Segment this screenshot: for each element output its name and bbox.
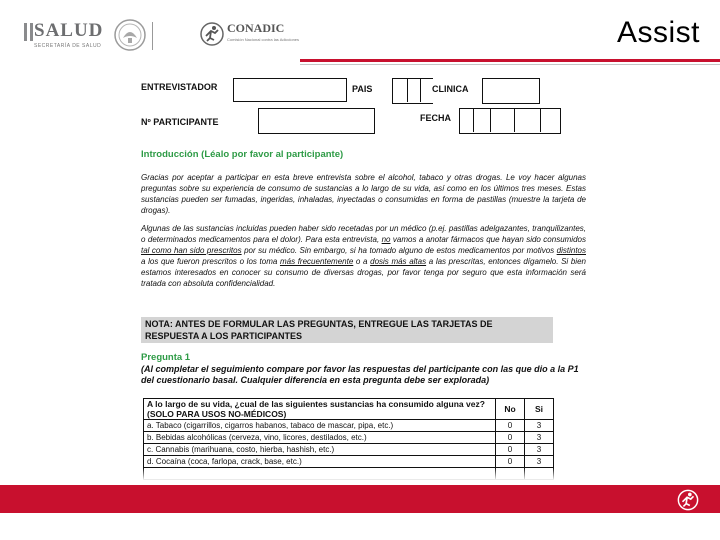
header-divider [152, 22, 153, 50]
substance-label: b. Bebidas alcohólicas (cerveza, vino, licores, destilados, etc.) [144, 432, 496, 444]
si-value[interactable]: 3 [525, 432, 554, 444]
text-run: Algunas de las sustancias incluidas pueden haber sido recetadas por un médico (p.ej. pastillas adelgazantes, tranquilizantes, o determinados medicamentos para el dolor). Para esta entrevista, [141, 224, 586, 244]
text-run: por su médico. Sin embargo, si ha tomado alguno de estos medicamentos por motivos [241, 246, 557, 255]
table-header-row [144, 399, 554, 420]
conadic-subtitle: Comisión Nacional contra las Adicciones [227, 37, 300, 42]
substance-label: c. Cannabis (marihuana, costo, hierba, hashish, etc.) [144, 444, 496, 456]
intro-paragraph-2 [141, 223, 586, 289]
pais-cell-divider [420, 78, 421, 102]
fecha-cell-divider [490, 108, 491, 132]
entrevistador-field [233, 78, 347, 102]
question-cell: A lo largo de su vida, ¿cual de las siguientes sustancias ha consumido alguna vez? (SOLO PARA USOS NO-MÉDICOS) [144, 399, 496, 420]
col-no-header: No [496, 399, 525, 420]
footer-bar [0, 485, 720, 513]
table-row [144, 432, 554, 444]
fecha-cell-divider [540, 108, 541, 132]
conadic-figure-icon [200, 22, 224, 46]
fecha-field [459, 108, 561, 134]
salud-word: SALUD [34, 20, 104, 41]
pais-cell-divider [407, 78, 408, 102]
no-value[interactable]: 0 [496, 456, 525, 468]
si-value[interactable]: 3 [525, 420, 554, 432]
header-grey-rule [300, 64, 720, 65]
nota-box: NOTA: ANTES DE FORMULAR LAS PREGUNTAS, ENTREGUE LAS TARJETAS DE RESPUESTA A LOS PARTICIPANTES [141, 317, 553, 343]
participante-field [258, 108, 375, 134]
no-value[interactable]: 0 [496, 444, 525, 456]
clinica-label: CLINICA [432, 84, 469, 94]
si-value[interactable]: 3 [525, 444, 554, 456]
fecha-cell-divider [514, 108, 515, 132]
conadic-footer-icon [677, 489, 699, 511]
table-row [144, 456, 554, 468]
mexico-seal-icon [113, 18, 147, 52]
salud-logo [22, 18, 110, 52]
si-value[interactable]: 3 [525, 456, 554, 468]
conadic-logo [200, 20, 300, 50]
underlined-text: distintos [556, 246, 586, 255]
pregunta-heading: Pregunta 1 [141, 352, 191, 363]
conadic-word: CONADIC [227, 21, 285, 35]
salud-subtitle: SECRETARÍA DE SALUD [34, 43, 102, 49]
pais-label: PAIS [352, 84, 373, 94]
fecha-cell-divider [473, 108, 474, 132]
page-cutoff-fade [140, 468, 560, 482]
text-run: o a [353, 257, 371, 266]
substance-label: a. Tabaco (cigarrillos, cigarros habanos, tabaco de mascar, pipa, etc.) [144, 420, 496, 432]
pregunta-instruction: (Al completar el seguimiento compare por favor las respuestas del participante con las que dio a la P1 del cuestionario basal. Cualquier diferencia en esta pregunta debe ser explorada) [141, 364, 579, 385]
clinica-field [482, 78, 540, 104]
header-red-rule [300, 59, 720, 62]
text-run: a las prescritas, entonces dígamelo. Si bien estamos interesados en conocer su consumo de diversas drogas, por favor tenga por seguro que esta información será tratada con absoluta confidencialidad. [141, 257, 586, 288]
table-row [144, 444, 554, 456]
underlined-text: tal como han sido prescritos [141, 246, 242, 255]
col-si-header: Si [525, 399, 554, 420]
intro-paragraph-1: Gracias por aceptar a participar en esta breve entrevista sobre el alcohol, tabaco y otras drogas. Le voy hacer algunas preguntas sobre su experiencia de consumo de sustancias a lo largo de su vida, así como en los últimos tres meses. Estas sustancias pueden ser fumadas, ingeridas, inhaladas, inyectadas o consumidas en forma de pastillas (muestre la tarjeta de drogas). [141, 173, 586, 215]
text-run: vamos a anotar fármacos que hayan sido consumidos [390, 235, 586, 244]
substance-label: d. Cocaína (coca, farlopa, crack, base, etc.) [144, 456, 496, 468]
participante-label: Nº PARTICIPANTE [141, 117, 219, 127]
underlined-text: más frecuentemente [279, 257, 354, 266]
table-row [144, 420, 554, 432]
intro-heading: Introducción (Léalo por favor al participante) [141, 149, 344, 160]
pais-field [392, 78, 433, 104]
entrevistador-label: ENTREVISTADOR [141, 82, 218, 92]
underlined-text: no [381, 235, 391, 244]
underlined-text: dosis más altas [370, 257, 427, 266]
page-title: Assist [616, 16, 700, 49]
text-run: a los que fueron prescritos o los toma [141, 257, 280, 266]
fecha-label: FECHA [420, 113, 451, 123]
no-value[interactable]: 0 [496, 432, 525, 444]
no-value[interactable]: 0 [496, 420, 525, 432]
